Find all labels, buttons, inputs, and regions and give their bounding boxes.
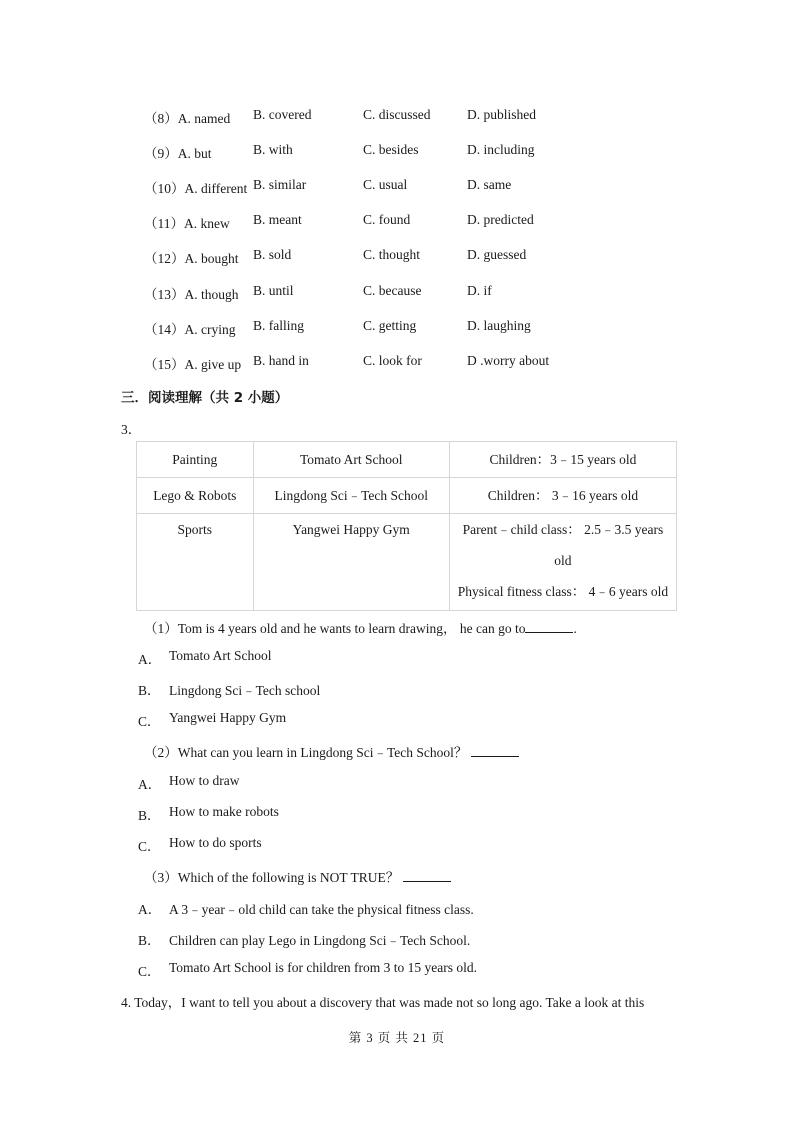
option-c: C. getting (363, 318, 417, 333)
option-letter: B． (138, 933, 161, 948)
option-a: （12）A. bought (144, 251, 239, 266)
question-stem-text: （2）What can you learn in Lingdong Sci﹣Tech School？ (144, 745, 468, 760)
option-b: B. with (253, 142, 293, 157)
option-a: （8）A. named (144, 111, 231, 126)
option-d: D. guessed (467, 247, 527, 262)
question-stem (144, 741, 519, 761)
cloze-option-row (0, 318, 794, 338)
option-text: Tomato Art School is for children from 3 to 15 years old. (169, 960, 478, 975)
option-d: D. same (467, 177, 512, 192)
cloze-option-row (0, 177, 794, 197)
cloze-option-row (0, 283, 794, 303)
option-text: Tomato Art School (169, 648, 272, 663)
option-c: C. found (363, 212, 411, 227)
table-row (137, 514, 677, 611)
question-stem-text: （3）Which of the following is NOT TRUE？ (144, 870, 400, 885)
answer-blank[interactable] (471, 742, 519, 757)
option-a: （11）A. knew (144, 216, 230, 231)
cloze-option-row (0, 353, 794, 373)
option-letter: C． (138, 714, 161, 729)
answer-blank[interactable] (403, 867, 451, 882)
question-stem-text: （1）Tom is 4 years old and he wants to learn drawing， he can go to (144, 621, 526, 636)
option-c: C. besides (363, 142, 419, 157)
option-b: B. sold (253, 247, 292, 262)
option-b: B. similar (253, 177, 307, 192)
school-cell: Tomato Art School (253, 442, 449, 478)
ages-line: old (554, 553, 572, 568)
cloze-option-row (0, 247, 794, 267)
option-d: D. if (467, 283, 492, 298)
option-text: How to do sports (169, 835, 262, 850)
option-text: Yangwei Happy Gym (169, 710, 287, 725)
activity-table (136, 441, 677, 611)
question-stem (144, 617, 577, 637)
option-text: How to draw (169, 773, 240, 788)
answer-blank[interactable] (525, 618, 573, 633)
option-d: D. including (467, 142, 535, 157)
cloze-option-row (0, 212, 794, 232)
question-number: 3． (121, 422, 142, 437)
option-c: C. usual (363, 177, 408, 192)
table-row (137, 442, 677, 478)
ages-line: Parent﹣child class： 2.5﹣3.5 years (462, 522, 664, 537)
option-d: D. laughing (467, 318, 531, 333)
option-a: （9）A. but (144, 146, 212, 161)
option-b: B. until (253, 283, 294, 298)
option-b: B. falling (253, 318, 304, 333)
option-text: Lingdong Sci﹣Tech school (169, 683, 321, 698)
option-c: C. thought (363, 247, 421, 262)
option-letter: B． (138, 683, 161, 698)
option-text: A 3﹣year﹣old child can take the physical fitness class. (169, 902, 474, 917)
option-d: D. published (467, 107, 536, 122)
option-letter: A． (138, 652, 162, 667)
option-letter: A． (138, 902, 162, 917)
option-a: （10）A. different (144, 181, 248, 196)
option-text: Children can play Lego in Lingdong Sci﹣Tech School. (169, 933, 471, 948)
activity-cell: Sports (137, 514, 254, 611)
page-footer: 第 3 页 共 21 页 (348, 1031, 446, 1045)
option-c: C. because (363, 283, 422, 298)
option-b: B. hand in (253, 353, 309, 368)
option-text: How to make robots (169, 804, 279, 819)
table-row (137, 478, 677, 514)
option-d: D .worry about (467, 353, 550, 368)
question-4-intro: 4. Today，I want to tell you about a discovery that was made not so long ago. Take a look at this (121, 995, 645, 1010)
option-a: （15）A. give up (144, 357, 242, 372)
option-a: （14）A. crying (144, 322, 236, 337)
cloze-option-row (0, 107, 794, 127)
cloze-option-row (0, 142, 794, 162)
ages-cell (449, 514, 676, 611)
option-b: B. covered (253, 107, 312, 122)
ages-line: Physical fitness class： 4﹣6 years old (457, 584, 669, 599)
question-stem-tail: . (573, 621, 577, 636)
school-cell: Lingdong Sci﹣Tech School (253, 478, 449, 514)
option-c: C. discussed (363, 107, 431, 122)
option-c: C. look for (363, 353, 422, 368)
option-letter: C． (138, 964, 161, 979)
option-letter: A． (138, 777, 162, 792)
question-stem (144, 866, 451, 886)
section-title: 三．阅读理解（共 2 小题） (121, 390, 289, 406)
option-a: （13）A. though (144, 287, 239, 302)
option-letter: B． (138, 808, 161, 823)
option-letter: C． (138, 839, 161, 854)
school-cell: Yangwei Happy Gym (253, 514, 449, 611)
option-b: B. meant (253, 212, 302, 227)
ages-cell: Children：3﹣15 years old (449, 442, 676, 478)
option-d: D. predicted (467, 212, 534, 227)
activity-cell: Painting (137, 442, 254, 478)
ages-cell: Children： 3﹣16 years old (449, 478, 676, 514)
activity-cell: Lego & Robots (137, 478, 254, 514)
